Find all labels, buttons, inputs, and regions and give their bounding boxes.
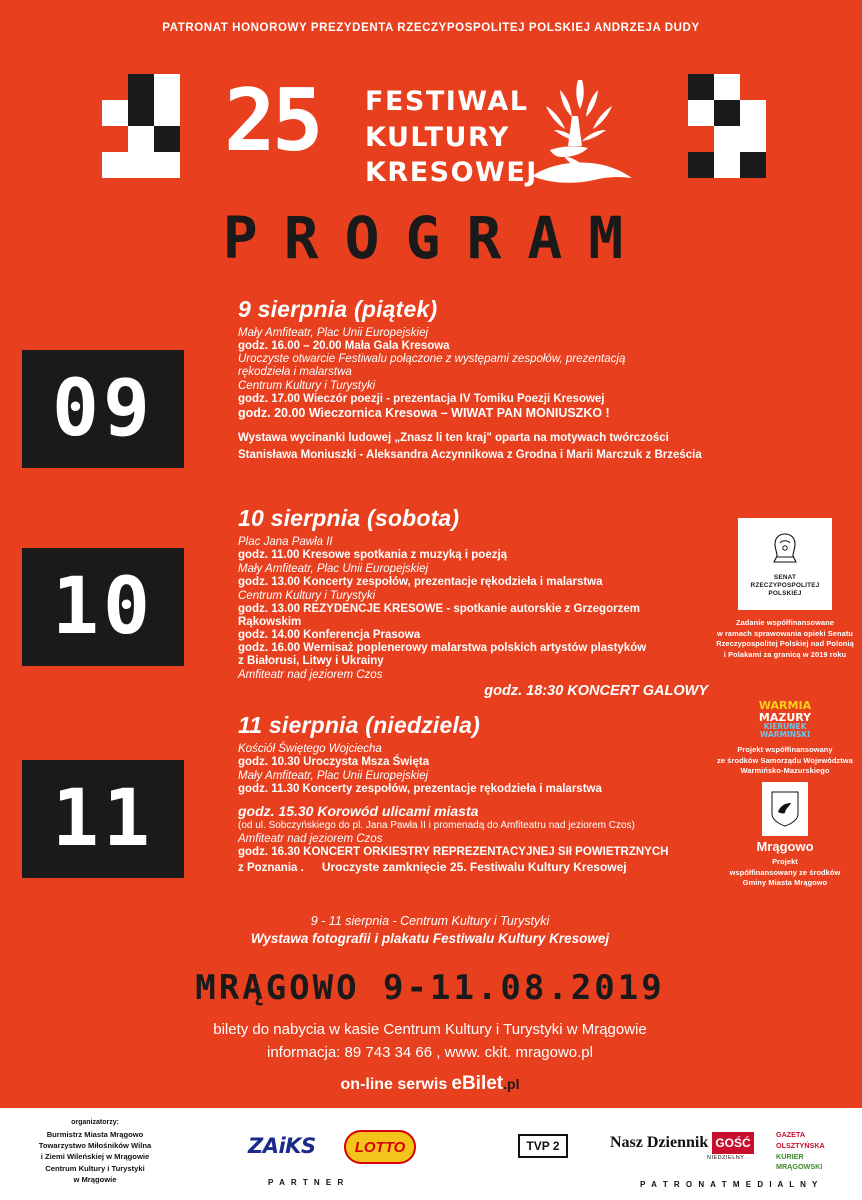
warmia-logo-line-2: MAZURY — [758, 710, 812, 724]
day-3-line-8: z Poznania . — [238, 862, 304, 874]
warmia-logo-line-1: WARMIA — [758, 699, 812, 712]
day-3-line-6: Amfiteatr nad jeziorem Czos — [238, 833, 383, 845]
festival-title-line-3: KRESOWEJ — [365, 157, 538, 189]
tvp2-logo: TVP 2 — [518, 1134, 568, 1158]
exhibition-line-2: Wystawa fotografii i plakatu Festiwalu Kultury Kresowej — [250, 931, 610, 946]
day-3-line-3: godz. 11.30 Koncerty zespołów, prezentacje rękodzieła i malarstwa — [238, 783, 602, 795]
day-2-line-1: godz. 11.00 Kresowe spotkania z muzyką i poezją — [238, 549, 508, 561]
day-block-1 — [238, 296, 708, 465]
day-2-line-10: Amfiteatr nad jeziorem Czos — [238, 669, 383, 681]
senat-note-line-3: Rzeczypospolitej Polskiej nad Polonią — [716, 639, 854, 649]
day-2-line-0: Plac Jana Pawła II — [238, 536, 333, 548]
day-tile-09: 09 — [22, 350, 184, 468]
day-1-note-line-2: Stanisława Moniuszki - Aleksandra Aczynnikowa z Grodna i Marii Marczuk z Brześcia — [238, 449, 702, 462]
gosc-niedzielny-logo: GOŚĆ — [712, 1132, 754, 1154]
warmia-mazury-logo — [716, 700, 854, 739]
warmia-logo-line-4: WARMIŃSKI — [759, 729, 811, 739]
gosc-niedzielny-subtitle: NIEDZIELNY — [707, 1155, 745, 1161]
day-1-line-3: rękodzieła i malarstwa — [238, 366, 352, 378]
warmia-funding-note — [716, 745, 854, 777]
mragowo-funding-note — [716, 857, 854, 889]
senat-logo-block — [716, 518, 854, 661]
warmia-note-line-2: ze środków Samorządu Województwa — [717, 755, 853, 765]
ebilet-name: eBilet — [451, 1072, 504, 1094]
exhibition-block — [150, 914, 710, 946]
lotto-logo: LOTTO — [344, 1130, 416, 1164]
patronage-strip: PATRONAT HONOROWY PREZYDENTA RZECZYPOSPOLITEJ POLSKIEJ ANDRZEJA DUDY — [162, 22, 700, 34]
mragowo-logo-block — [716, 782, 854, 889]
online-label: on-line serwis — [340, 1075, 448, 1093]
gazeta-line-3: KURIER — [776, 1151, 804, 1161]
day-2-gala-concert: godz. 18:30 KONCERT GALOWY — [484, 683, 708, 699]
polish-eagle-icon — [770, 531, 800, 571]
day-3-line-0: Kościół Świętego Wojciecha — [238, 743, 382, 755]
organizer-2: Towarzystwo Miłośników Wilna — [38, 1140, 152, 1150]
day-1-line-4: Centrum Kultury i Turystyki — [238, 380, 376, 392]
day-2-line-8: godz. 16.00 Wernisaż poplenerowy malarstwa polskich artystów plastyków — [238, 642, 647, 654]
festival-title — [365, 84, 538, 191]
day-2-line-7: godz. 14.00 Konferencja Prasowa — [238, 629, 421, 641]
warmia-note-line-1: Projekt współfinansowany — [737, 744, 833, 754]
day-1-heading: 9 sierpnia (piątek) — [238, 296, 438, 322]
mragowo-name: Mrągowo — [756, 839, 814, 854]
ebilet-tld: .pl — [503, 1075, 520, 1092]
organizer-3: i Ziemi Wileńskiej w Mrągowie — [40, 1152, 150, 1162]
senat-logo-line-3: POLSKIEJ — [768, 589, 802, 597]
day-3-parade-route: (od ul. Sobczyńskiego do pl. Jana Pawła II i promenadą do Amfiteatru nad jeziorem Czos) — [238, 820, 635, 831]
organizer-4: Centrum Kultury i Turystyki — [45, 1163, 145, 1173]
day-3-closing: Uroczyste zamknięcie 25. Festiwalu Kultury Kresowej — [321, 860, 627, 874]
senat-note-line-4: i Polakami za granicą w 2019 roku — [723, 650, 847, 660]
organizers-block — [10, 1118, 180, 1185]
day-1-line-6: godz. 20.00 Wieczornica Kresowa – WIWAT PAN MONIUSZKO ! — [238, 406, 610, 420]
day-1-note — [238, 430, 708, 465]
day-tile-11: 11 — [22, 760, 184, 878]
mragowo-coat-of-arms — [762, 782, 808, 836]
organizers-title: organizatorzy: — [71, 1119, 119, 1126]
tickets-line-2: informacja: 89 743 34 66 , www. ckit. mragowo.pl — [267, 1044, 593, 1062]
day-3-heading: 11 sierpnia (niedziela) — [238, 712, 480, 738]
senat-funding-note — [716, 618, 854, 661]
senat-note-line-1: Zadanie współfinansowane — [735, 618, 835, 627]
footer-bar — [0, 1108, 862, 1200]
city-date-heading: MRĄGOWO 9-11.08.2019 — [195, 968, 665, 1008]
gazeta-line-4: MRĄGOWSKI — [776, 1162, 823, 1172]
ebilet-logo[interactable] — [451, 1073, 519, 1094]
wheat-sheaf-icon — [520, 72, 640, 197]
warmia-logo-line-3: KIERUNEK — [763, 722, 807, 732]
day-2-heading: 10 sierpnia (sobota) — [238, 505, 460, 531]
day-2-line-9: z Białorusi, Litwy i Ukrainy — [238, 655, 384, 667]
senat-logo-line-1: SENAT — [773, 573, 797, 581]
day-3-line-7: godz. 16.30 KONCERT ORKIESTRY REPREZENTACYJNEJ SIł POWIETRZNYCH — [238, 846, 669, 858]
nasz-dziennik-logo: Nasz Dziennik — [610, 1134, 709, 1151]
day-1-line-2: Uroczyste otwarcie Festiwalu połączone z występami zespołów, prezentacją — [238, 353, 626, 365]
day-3-parade: godz. 15.30 Korowód ulicami miasta — [238, 803, 479, 819]
day-1-note-line-1: Wystawa wycinanki ludowej „Znasz li ten kraj" oparta na motywach twórczości — [238, 432, 669, 444]
gazeta-olsztynska-logo — [776, 1130, 854, 1173]
mragowo-note-line-3: Gminy Miasta Mrągowo — [742, 878, 828, 888]
tickets-block — [120, 1018, 740, 1098]
program-heading: PROGRAM — [222, 204, 650, 272]
mragowo-shield-icon — [770, 790, 800, 828]
warmia-note-line-3: Warmińsko-Mazurskiego — [740, 766, 830, 776]
day-2-line-2: Mały Amfiteatr, Plac Unii Europejskiej — [238, 563, 429, 575]
day-block-3 — [238, 712, 708, 875]
mragowo-note-line-1: Projekt — [772, 857, 798, 866]
tickets-line-1: bilety do nabycia w kasie Centrum Kultury i Turystyki w Mrągowie — [213, 1021, 647, 1038]
day-tile-10: 10 — [22, 548, 184, 666]
day-3-line-2: Mały Amfiteatr, Plac Unii Europejskiej — [238, 770, 429, 782]
gazeta-line-1: GAZETA — [776, 1130, 806, 1139]
zaiks-logo: ZAiKS — [248, 1134, 316, 1158]
festival-title-line-2: KULTURY — [365, 121, 510, 153]
day-2-line-5: godz. 13.00 REZYDENCJE KRESOWE - spotkanie autorskie z Grzegorzem — [238, 603, 640, 615]
day-2-line-6: Rąkowskim — [238, 616, 302, 628]
festival-title-line-1: FESTIWAL — [365, 86, 529, 117]
partner-label: P A R T N E R — [268, 1178, 346, 1187]
exhibition-line-1: 9 - 11 sierpnia - Centrum Kultury i Turystyki — [310, 914, 550, 928]
mragowo-note-line-2: współfinansowany ze środków — [729, 867, 841, 877]
senat-note-line-2: w ramach sprawowania opieki Senatu — [716, 628, 854, 638]
day-block-2 — [238, 505, 708, 699]
warmia-logo-block — [716, 700, 854, 777]
day-2-line-3: godz. 13.00 Koncerty zespołów, prezentacje rękodzieła i malarstwa — [238, 576, 603, 588]
senat-logo — [738, 518, 832, 610]
day-3-line-1: godz. 10.30 Uroczysta Msza Święta — [238, 756, 430, 768]
organizer-1: Burmistrz Miasta Mrągowo — [46, 1129, 144, 1139]
day-2-line-4: Centrum Kultury i Turystyki — [238, 590, 376, 602]
senat-logo-line-2: RZECZYPOSPOLITEJ — [750, 581, 820, 589]
media-patronage-label: P A T R O N A T M E D I A L N Y — [640, 1180, 820, 1189]
day-1-line-0: Mały Amfiteatr, Plac Unii Europejskiej — [238, 327, 429, 339]
edition-number: 25 — [224, 71, 320, 171]
day-1-line-1: godz. 16.00 – 20.00 Mała Gala Kresowa — [238, 340, 450, 352]
organizer-5: w Mrągowie — [73, 1175, 117, 1185]
gazeta-line-2: OLSZTYŃSKA — [776, 1140, 825, 1150]
day-1-line-5: godz. 17.00 Wieczór poezji - prezentacja IV Tomiku Poezji Kresowej — [238, 393, 605, 405]
